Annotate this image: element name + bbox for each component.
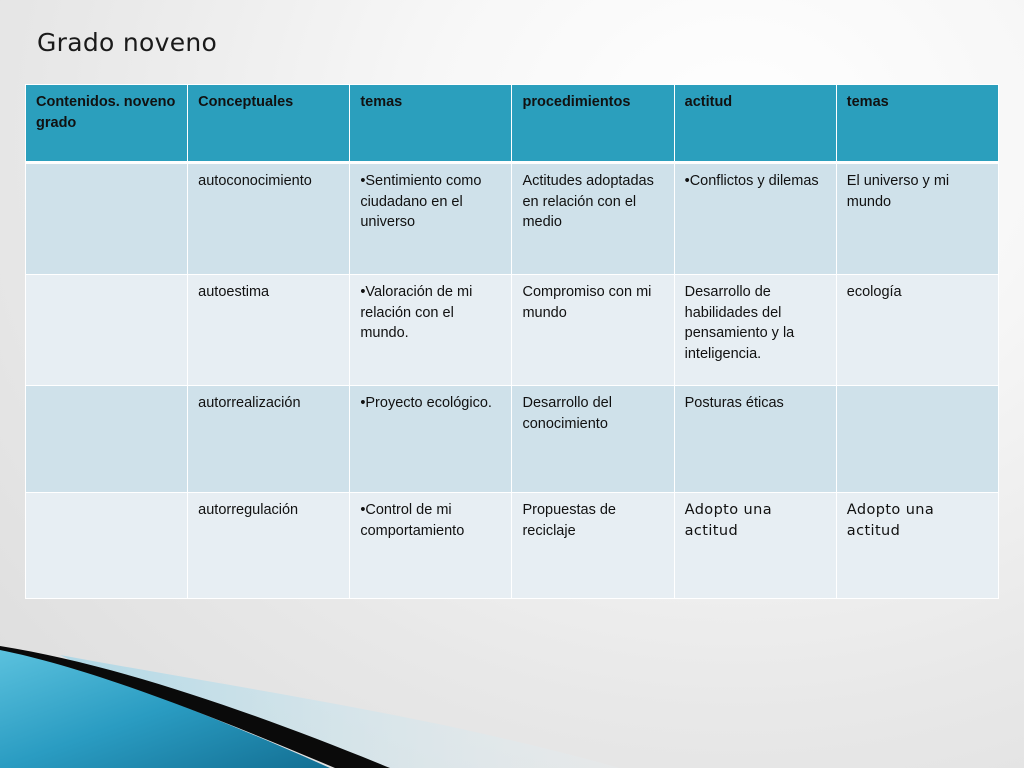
- table-cell: Actitudes adoptadas en relación con el medio: [512, 163, 674, 275]
- header-temas: temas: [350, 85, 512, 163]
- table-cell: •Valoración de mi relación con el mundo.: [350, 275, 512, 386]
- table-cell: Adopto una actitud: [836, 493, 998, 599]
- slide-title: Grado noveno: [37, 28, 218, 57]
- table-cell: Desarrollo del conocimiento: [512, 386, 674, 493]
- table-cell: •Proyecto ecológico.: [350, 386, 512, 493]
- table-cell: •Sentimiento como ciudadano en el universo: [350, 163, 512, 275]
- header-contenidos: Contenidos. noveno grado: [26, 85, 188, 163]
- table-cell: Adopto una actitud: [674, 493, 836, 599]
- header-procedimientos: procedimientos: [512, 85, 674, 163]
- table-cell: Propuestas de reciclaje: [512, 493, 674, 599]
- header-actitud: actitud: [674, 85, 836, 163]
- table-cell: autoestima: [188, 275, 350, 386]
- table-cell: •Control de mi comportamiento: [350, 493, 512, 599]
- table-cell: Desarrollo de habilidades del pensamiento y la inteligencia.: [674, 275, 836, 386]
- table-cell: Posturas éticas: [674, 386, 836, 493]
- table-cell: autorrealización: [188, 386, 350, 493]
- table-cell: autoconocimiento: [188, 163, 350, 275]
- table-cell: autorregulación: [188, 493, 350, 599]
- table-cell: •Conflictos y dilemas: [674, 163, 836, 275]
- header-conceptuales: Conceptuales: [188, 85, 350, 163]
- table-cell: El universo y mi mundo: [836, 163, 998, 275]
- table-cell: Compromiso con mi mundo: [512, 275, 674, 386]
- table-cell: ecología: [836, 275, 998, 386]
- header-temas-2: temas: [836, 85, 998, 163]
